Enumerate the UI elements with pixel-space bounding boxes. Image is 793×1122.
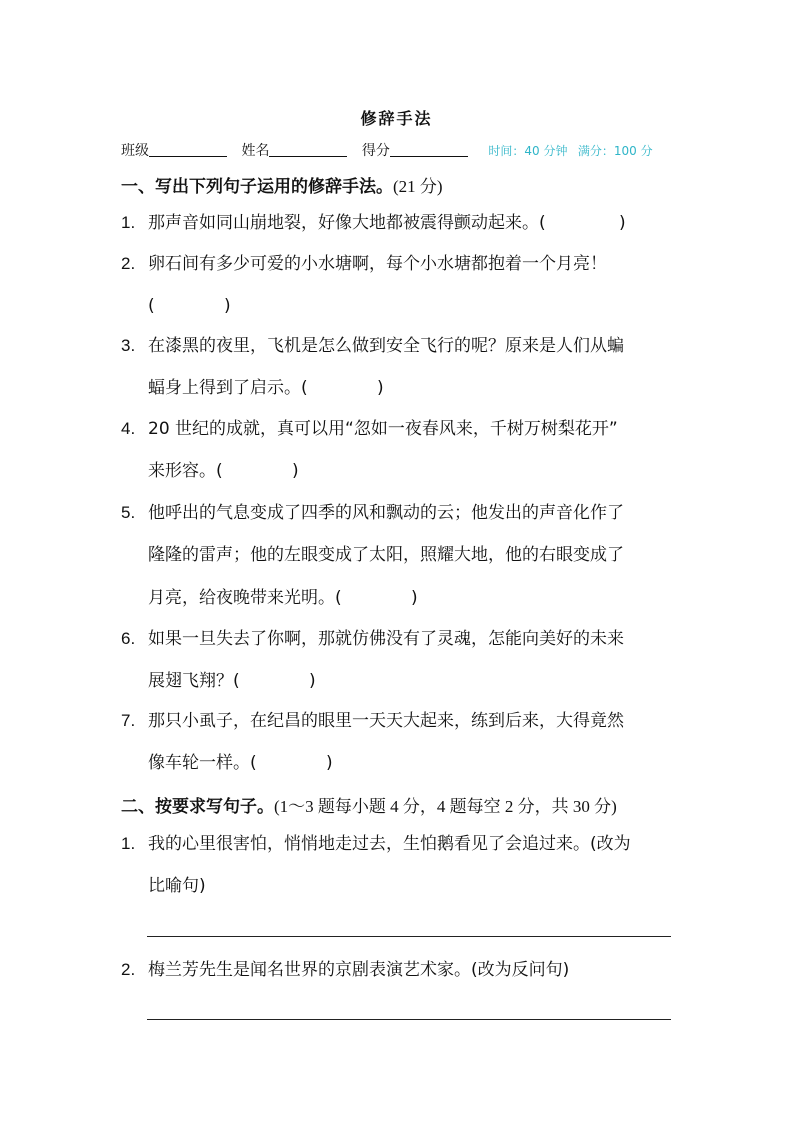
section-1-heading [121, 172, 443, 197]
answer-parenthesis[interactable] [546, 202, 626, 245]
question-2-2 [121, 948, 676, 991]
name-blank[interactable] [269, 142, 347, 157]
answer-parenthesis[interactable] [308, 367, 384, 410]
question-text: 梅兰芳先生是闻名世界的京剧表演艺术家。(改为反问句) [148, 960, 570, 980]
class-label: 班级 [121, 143, 149, 159]
question-text-line2: 比喻句) [148, 876, 206, 896]
full-score: 满分：100 分 [577, 144, 653, 158]
question-text-line2: 隆隆的雷声；他的左眼变成了太阳，照耀大地，他的右眼变成了 [148, 545, 624, 565]
close-paren: ) [309, 671, 316, 691]
question-text: 那只小虱子，在纪昌的眼里一天天大起来，练到后来，大得竟然 [148, 711, 624, 731]
question-number: 3. [121, 336, 136, 355]
question-1-1 [121, 201, 676, 244]
close-paren: ) [326, 753, 333, 773]
question-text: 那声音如同山崩地裂，好像大地都被震得颤动起来。( [148, 213, 546, 233]
question-text: 我的心里很害怕，悄悄地走过去，生怕鹅看见了会追过来。(改为 [148, 834, 631, 854]
section-2-points: (1～3 题每小题 4 分，4 题每空 2 分，共 30 分) [274, 797, 617, 816]
section-2-title: 二、按要求写句子。 [121, 797, 274, 817]
answer-parenthesis[interactable] [155, 285, 231, 328]
question-1-2 [121, 242, 676, 328]
question-number: 1. [121, 213, 136, 232]
question-number: 5. [121, 503, 136, 522]
question-number: 7. [121, 711, 136, 730]
question-text: 卵石间有多少可爱的小水塘啊，每个小水塘都抱着一个月亮！ [148, 254, 607, 274]
question-1-7 [121, 699, 676, 785]
score-blank[interactable] [390, 142, 468, 157]
question-2-1 [121, 822, 676, 908]
question-text-line2: 展翅飞翔？( [148, 671, 240, 691]
answer-line-2-1[interactable] [147, 936, 671, 937]
answer-line-2-2[interactable] [147, 1019, 671, 1020]
question-1-5 [121, 491, 676, 620]
question-number: 2. [121, 960, 136, 979]
student-info-row [121, 140, 681, 160]
question-number: 4. [121, 419, 136, 438]
score-label: 得分 [361, 143, 390, 159]
question-text-line2: 来形容。( [148, 461, 223, 481]
class-blank[interactable] [149, 142, 227, 157]
section-1-points: (21 分) [393, 177, 443, 196]
close-paren: ) [292, 461, 299, 481]
question-text: 在漆黑的夜里，飞机是怎么做到安全飞行的呢？原来是人们从蝙 [148, 336, 624, 356]
question-number: 6. [121, 629, 136, 648]
question-number: 1. [121, 834, 136, 853]
answer-parenthesis[interactable] [342, 577, 418, 620]
question-1-3 [121, 324, 676, 410]
close-paren: ) [619, 213, 626, 233]
question-1-4 [121, 407, 676, 493]
question-1-6 [121, 617, 676, 703]
question-text: 他呼出的气息变成了四季的风和飘动的云；他发出的声音化作了 [148, 503, 624, 523]
name-label: 姓名 [241, 143, 270, 159]
close-paren: ) [224, 296, 231, 316]
section-2-heading [121, 792, 617, 817]
answer-parenthesis[interactable] [257, 742, 333, 785]
time-limit: 时间：40 分钟 [488, 144, 568, 158]
page-title: 修辞手法 [360, 109, 433, 128]
answer-parenthesis[interactable] [223, 450, 299, 493]
close-paren: ) [377, 378, 384, 398]
section-1-title: 一、写出下列句子运用的修辞手法。 [121, 177, 393, 197]
question-text-line2: 蝠身上得到了启示。( [148, 378, 308, 398]
question-text: 20 世纪的成就，真可以用“忽如一夜春风来，千树万树梨花开” [148, 419, 618, 439]
close-paren: ) [411, 588, 418, 608]
question-number: 2. [121, 254, 136, 273]
question-text: 如果一旦失去了你啊，那就仿佛没有了灵魂，怎能向美好的未来 [148, 629, 624, 649]
question-text-line2: 像车轮一样。( [148, 753, 257, 773]
question-text-line3: 月亮，给夜晚带来光明。( [148, 588, 342, 608]
answer-parenthesis[interactable] [240, 660, 316, 703]
question-text-line2: ( [148, 296, 155, 316]
